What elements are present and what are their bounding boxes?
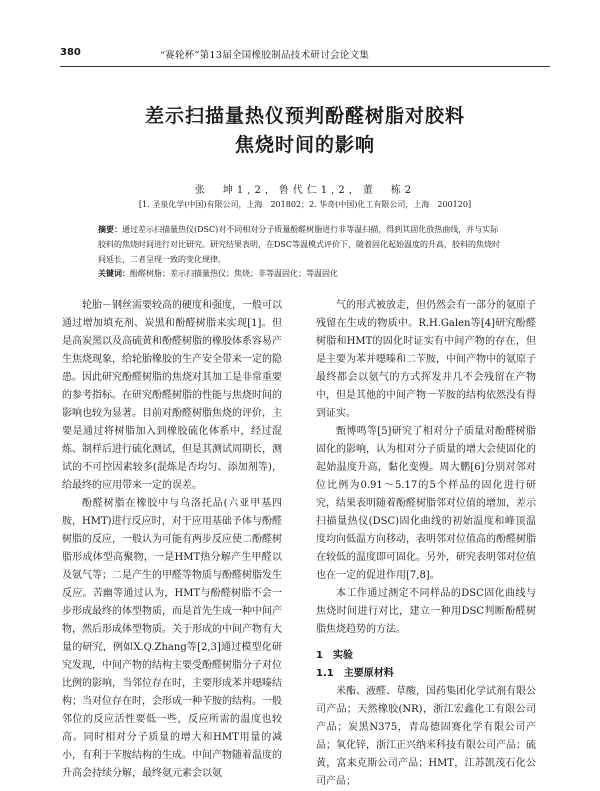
page-number: 380 bbox=[60, 47, 81, 58]
abstract bbox=[98, 222, 504, 267]
paper-title-line-2: 焦烧时间的影响 bbox=[234, 134, 375, 156]
running-title: “赛轮杯”第13届全国橡胶制品技术研讨会论文集 bbox=[160, 50, 370, 61]
keywords-text: 酚醛树脂；差示扫描量热仪；焦烧；非等温固化；等温固化 bbox=[130, 269, 338, 278]
body-paragraph: 本工作通过测定不同样品的DSC固化曲线与焦烧时间进行对比，建立一种用DSC判断酚醛树脂焦烧趋势的方法。 bbox=[316, 588, 536, 635]
running-header bbox=[60, 47, 550, 63]
materials-paragraph: 米酯、液醛、草酸，国药集团化学试剂有限公司产品；天然橡胶(NR)，浙江宏鑫化工有限公司产品；炭黑N375，青岛德固赛化学有限公司产品；氧化锌，浙江正兴纳米科技有限公司产品；硫黄，富来克斯公司产品；HMT，江苏凯茂石化公司产品； bbox=[316, 686, 536, 787]
paper-title-line-1: 差示扫描量热仪预判酚醛树脂对胶料 bbox=[144, 105, 465, 127]
abstract-label: 摘要： bbox=[98, 225, 122, 234]
body-column-right bbox=[316, 297, 536, 791]
body-paragraph: 气的形式被放走，但仍然会有一部分的氨原子残留在生成的物质中。R.H.Galen等[4]研究酚醛树脂和HMT的固化时证实有中间产物的存在，但是主要为苯并噁嗪和二苄胺，中间产物中的氨原子最终都会以氨气的方式挥发并几不会残留在产物中，但是其他的中间产物一苄胺的结构依然没有得到证实。 bbox=[316, 300, 536, 419]
body-column-left bbox=[62, 297, 282, 783]
section-heading: 1 实验 bbox=[316, 650, 353, 661]
body-paragraph: 酚醛树脂在橡胶中与乌洛托品(六亚甲基四胺，HMT)进行反应时，对于应用基础予体与酚醛树脂的反应，一般认为可能有两步反应使二酚醛树脂形成体型高聚物，一是HMT热分解产生甲醛以及氨气等；二是产生的甲醛等物质与酚醛树脂发生反应。苦幽等通过认为，HMT与酚醛树脂不会一步形成最终的体型物质，而是首先生成一种中间产物，然后形成体型物质。关于形成的中间产物有大量的研究，例如X.Q.Zhang等[2,3]通过模型化研究发现，中间产物的结构主要受酚醛树脂分子对位比例的影响，当邻位存在时，主要形成苯并噁嗪结构；当对位存在时，会形成一种苄胺的结构。一般邻位的反应活性要低一些，反应所需的温度也较高。同时相对分子质量的增大和HMT用量的减小，有利于苄胺结构的生成。中间产物随着温度的升高会持续分解，最终氨元素会以氨 bbox=[62, 498, 282, 779]
keywords-label: 关键词： bbox=[98, 269, 130, 278]
keywords bbox=[98, 267, 504, 281]
body-paragraph: 轮胎－钢丝需要较高的硬度和强度，一般可以通过增加填充剂、炭黑和酚醛树脂来实现[1]。但是高炭黑以及高硫黄和酚醛树脂的橡胶体系容易产生焦烧现象，给轮胎橡胶的生产安全带来一定的隐患。因此研究酚醛树脂的焦烧对其加工是非常重要的参考指标。在研究酚醛树脂的性能与焦烧时间的影响也较为显著。目前对酚醛树脂焦烧的评价，主要是通过将树脂加入到橡胶硫化体系中，经过混炼、制样后进行硫化测试，但是其测试周期长，测试的不可控因素较多(混炼是否均匀、添加剂等)，给最终的应用带来一定的误差。 bbox=[62, 300, 282, 491]
author-list: 张 坤1,2，鲁代仁1,2，董 栋2 bbox=[194, 185, 416, 196]
subsection-heading: 1.1 主要原材料 bbox=[316, 668, 394, 679]
affiliation: [1. 圣泉化学(中国)有限公司，上海 201802；2. 华奇(中国)化工有限公司，上海 200120] bbox=[138, 200, 472, 209]
header-rule bbox=[60, 66, 550, 67]
abstract-text: 通过差示扫描量热仪(DSC)对不同相对分子质量酚醛树脂进行非等温扫描，得到其固化放热曲线，并与实际胶料的焦烧时间进行对比研究。研究结果表明，在DSC等温模式评价下，随着固化起始温度的升高，胶料的焦烧时间延长，二者呈现一致的变化规律。 bbox=[98, 225, 501, 264]
body-paragraph: 甄博鸣等[5]研究了相对分子质量对酚醛树脂固化的影响，认为相对分子质量的增大会使固化的起始温度升高，黏化变慢。周大鹏[6]分别对邻对位比例为0.91～5.17的5个样品的固化进行研究，结果表明随着酚醛树脂邻对位值的增加，差示扫描量热仪(DSC)固化曲线的初始温度和峰顶温度均向低温方向移动，表明邻对位值高的酚醛树脂在较低的温度即可固化。另外，研究表明邻对位值也在一定的促进作用[7,8]。 bbox=[316, 426, 536, 581]
